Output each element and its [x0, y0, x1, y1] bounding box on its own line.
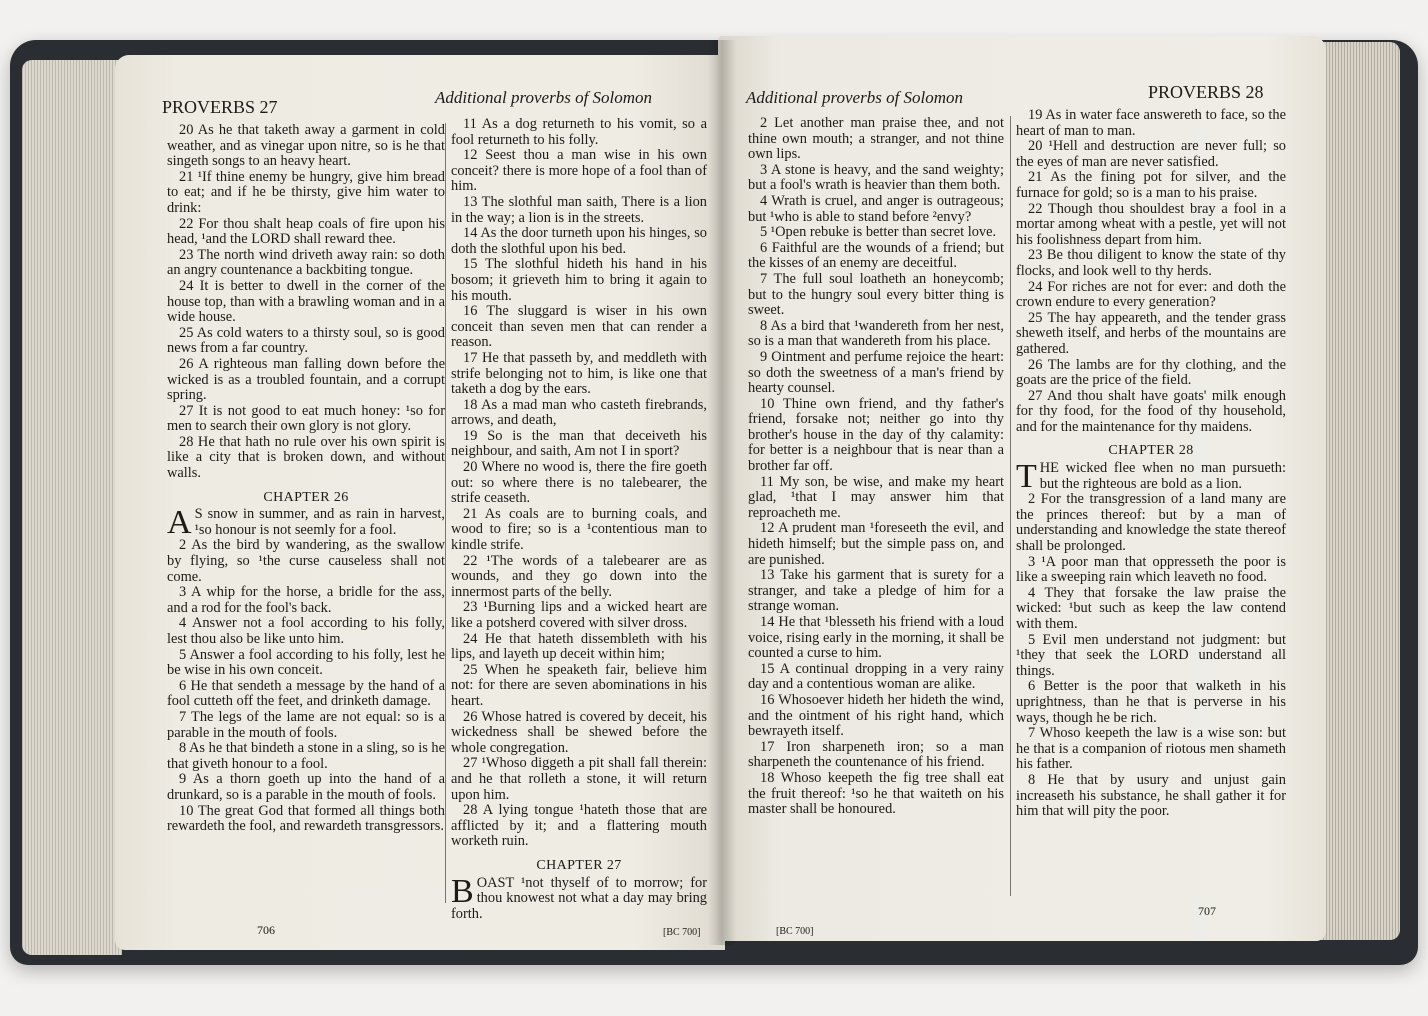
verse: 20 ¹Hell and destruction are never full; so the eyes of man are never satisfied. — [1016, 138, 1286, 170]
chapter-heading: CHAPTER 27 — [536, 857, 622, 873]
verse: 10 Thine own friend, and thy father's friend, forsake not; neither go into thy brother's house in the day of thy calamity: for better is a neighbour that is near than a brother far off. — [748, 395, 1004, 475]
book-gutter — [708, 40, 736, 945]
verse: 14 As the door turneth upon his hinges, so doth the slothful upon his bed. — [451, 225, 707, 257]
verse: 2 For the transgression of a land many are the princes thereof: but by a man of understanding and knowledge the state thereof shall be prolonged. — [1016, 491, 1286, 555]
chapter-heading: CHAPTER 28 — [1108, 443, 1194, 459]
verse-list — [167, 123, 445, 482]
left-column-1 — [167, 123, 445, 835]
verse: 24 For riches are not for ever: and doth the crown endure to every generation? — [1016, 278, 1286, 311]
verse: 28 A lying tongue ¹hateth those that are afflicted by it; and a flattering mouth worketh ruin. — [451, 802, 707, 850]
verse: 25 The hay appeareth, and the tender grass sheweth itself, and herbs of the mountains are gathered. — [1016, 309, 1286, 357]
verse: 23 The north wind driveth away rain: so doth an angry countenance a backbiting tongue. — [167, 246, 445, 279]
page-number: 706 — [257, 923, 275, 937]
verse: 3 ¹A poor man that oppresseth the poor is like a sweeping rain which leaveth no food. — [1016, 553, 1286, 586]
verse: 7 Whoso keepeth the law is a wise son: but he that is a companion of riotous men shameth his father. — [1016, 725, 1286, 773]
drop-cap: T — [1016, 458, 1037, 496]
page-edges-left — [22, 60, 122, 955]
verse: 11 As a dog returneth to his vomit, so a fool returneth to his folly. — [451, 116, 707, 148]
chapter-heading: CHAPTER 26 — [263, 489, 349, 505]
verse: 21 ¹If thine enemy be hungry, give him bread to eat; and if he be thirsty, give him water to drink: — [167, 168, 445, 216]
page-number: 707 — [1198, 904, 1216, 918]
verse: 24 He that hateth dissembleth with his lips, and layeth up deceit within him; — [451, 630, 707, 663]
verse: 12 Seest thou a man wise in his own conceit? there is more hope of a fool than of him. — [451, 147, 707, 195]
verse: 13 Take his garment that is surety for a stranger, and take a pledge of him for a strange woman. — [748, 567, 1004, 615]
verse: 2 Let another man praise thee, and not thine own mouth; a stranger, and not thine own lips. — [748, 115, 1004, 163]
verse: 4 Wrath is cruel, and anger is outrageous; but ¹who is able to stand before ²envy? — [748, 192, 1004, 225]
verse-text: S snow in summer, and as rain in harvest, ¹so honour is not seemly for a fool. — [194, 506, 445, 538]
chapter-verse-list — [451, 872, 707, 923]
verse: 17 He that passeth by, and meddleth with strife belonging not to him, is like one that taketh a dog by the ears. — [451, 349, 707, 398]
verse: 23 Be thou diligent to know the state of thy flocks, and look well to thy herds. — [1016, 247, 1286, 279]
verse: 27 ¹Whoso diggeth a pit shall fall therein: and he that rolleth a stone, it will return upon him. — [451, 755, 707, 803]
verse: 3 A whip for the horse, a bridle for the ass, and a rod for the fool's back. — [167, 584, 445, 616]
chapter-verse-list — [1016, 458, 1286, 820]
verse: 9 As a thorn goeth up into the hand of a drunkard, so is a parable in the mouth of fools. — [167, 771, 445, 803]
verse: 6 Better is the poor that walketh in his uprightness, than he that is perverse in his ways, though he be rich. — [1016, 678, 1286, 726]
verse: 5 ¹Open rebuke is better than secret love. — [760, 224, 997, 241]
verse: 19 So is the man that deceiveth his neighbour, and saith, Am not I in sport? — [451, 427, 707, 460]
verse: 7 The full soul loatheth an honeycomb; but to the hungry soul every bitter thing is sweet. — [748, 270, 1004, 319]
drop-cap: A — [167, 504, 192, 542]
verse: 21 As the fining pot for silver, and the furnace for gold; so is a man to his praise. — [1016, 169, 1286, 201]
verse: 18 As a mad man who casteth firebrands, arrows, and death, — [451, 396, 707, 429]
verse: 23 ¹Burning lips and a wicked heart are like a potsherd covered with silver dross. — [451, 599, 707, 631]
verse: 3 A stone is heavy, and the sand weighty; but a fool's wrath is heavier than them both. — [748, 161, 1004, 194]
verse: 25 When he speaketh fair, believe him not: for there are seven abominations in his heart. — [451, 661, 707, 709]
verse: 15 A continual dropping in a very rainy day and a contentious woman are alike. — [748, 660, 1004, 693]
verse: 9 Ointment and perfume rejoice the heart: so doth the sweetness of a man's friend by hearty counsel. — [748, 348, 1004, 397]
right-column-1 — [748, 116, 1004, 818]
verse — [167, 504, 445, 542]
left-page-subheading: Additional proverbs of Solomon — [435, 88, 653, 107]
verse: 20 Where no wood is, there the fire goeth out: so where there is no talebearer, the strife ceaseth. — [451, 459, 707, 507]
right-page — [718, 36, 1326, 941]
verse-list — [748, 116, 1004, 818]
verse-text: OAST ¹not thyself of to morrow; for thou knowest not what a day may bring forth. — [451, 874, 707, 922]
verse: 19 As in water face answereth to face, so the heart of man to man. — [1016, 107, 1286, 139]
verse: 5 Answer a fool according to his folly, lest he be wise in his own conceit. — [167, 646, 445, 679]
verse: 25 As cold waters to a thirsty soul, so is good news from a far country. — [167, 324, 445, 357]
left-column-2 — [451, 117, 707, 922]
verse: 22 ¹The words of a talebearer are as wounds, and they go down into the innermost parts of the belly. — [451, 552, 707, 600]
verse: 14 He that ¹blesseth his friend with a loud voice, rising early in the morning, it shall be counted a curse to him. — [748, 614, 1004, 662]
verse: 24 It is better to dwell in the corner of the house top, than with a brawling woman and in a wide house. — [167, 277, 445, 326]
verse: 15 The slothful hideth his hand in his bosom; it grieveth him to bring it again to his mouth. — [451, 256, 707, 304]
verse: 4 Answer not a fool according to his folly, lest thou also be like unto him. — [167, 615, 445, 647]
verse: 12 A prudent man ¹foreseeth the evil, and hideth himself; but the simple pass on, and are punished. — [748, 520, 1004, 568]
verse: 7 The legs of the lame are not equal: so is a parable in the mouth of fools. — [167, 708, 445, 741]
right-page-heading: PROVERBS 28 — [1148, 82, 1264, 102]
verse — [451, 872, 707, 923]
right-page-subheading: Additional proverbs of Solomon — [746, 88, 964, 107]
verse: 16 Whosoever hideth her hideth the wind, and the ointment of his right hand, which bewrayeth itself. — [748, 691, 1004, 740]
verse: 5 Evil men understand not judgment: but ¹they that seek the LORD understand all things. — [1016, 631, 1286, 679]
verse: 21 As coals are to burning coals, and wood to fire; so is a ¹contentious man to kindle strife. — [451, 505, 707, 554]
verse: 22 For thou shalt heap coals of fire upon his head, ¹and the LORD shall reward thee. — [167, 215, 445, 248]
verse: 11 My son, be wise, and make my heart glad, ¹that I may answer him that reproacheth me. — [748, 473, 1004, 521]
chapter-verse-list — [167, 504, 445, 835]
verse — [1016, 458, 1286, 496]
verse: 28 He that hath no rule over his own spirit is like a city that is broken down, and without walls. — [167, 433, 445, 482]
verse: 8 As he that bindeth a stone in a sling, so is he that giveth honour to a fool. — [167, 740, 445, 772]
verse-text: HE wicked flee when no man pursueth: but the righteous are bold as a lion. — [1039, 460, 1286, 492]
verse: 4 They that forsake the law praise the wicked: ¹but such as keep the law contend with them. — [1016, 584, 1286, 632]
column-rule — [445, 123, 446, 903]
verse: 20 As he that taketh away a garment in cold weather, and as vinegar upon nitre, so is he that singeth songs to an heavy heart. — [167, 122, 445, 170]
verse: 26 Whose hatred is covered by deceit, his wickedness shall be shewed before the whole congregation. — [451, 708, 707, 756]
verse: 16 The sluggard is wiser in his own conceit than seven men that can render a reason. — [451, 303, 707, 351]
verse-list — [451, 117, 707, 850]
verse: 17 Iron sharpeneth iron; so a man sharpeneth the countenance of his friend. — [748, 738, 1004, 771]
verse: 10 The great God that formed all things both rewardeth the fool, and rewardeth transgressors. — [167, 802, 445, 835]
verse: 26 A righteous man falling down before the wicked is as a troubled fountain, and a corrupt spring. — [167, 355, 445, 404]
verse: 26 The lambs are for thy clothing, and the goats are the price of the field. — [1016, 356, 1286, 389]
verse: 22 Though thou shouldest bray a fool in a mortar among wheat with a pestle, yet will not his foolishness depart from him. — [1016, 200, 1286, 248]
column-rule — [1010, 116, 1011, 896]
date-marker: [BC 700] — [776, 926, 814, 937]
verse: 18 Whoso keepeth the fig tree shall eat the fruit thereof: ¹so he that waiteth on his master shall be honoured. — [748, 769, 1004, 818]
page-edges-right — [1318, 42, 1400, 940]
verse: 6 He that sendeth a message by the hand of a fool cutteth off the feet, and drinketh damage. — [167, 677, 445, 710]
date-marker: [BC 700] — [663, 927, 701, 938]
verse: 2 As the bird by wandering, as the swallow by flying, so ¹the curse causeless shall not come. — [167, 537, 445, 585]
verse-list — [1016, 108, 1286, 435]
verse: 27 It is not good to eat much honey: ¹so for men to search their own glory is not glory. — [167, 402, 445, 435]
left-page-heading: PROVERBS 27 — [162, 97, 278, 117]
verse: 8 As a bird that ¹wandereth from her nest, so is a man that wandereth from his place. — [748, 317, 1004, 350]
right-column-2 — [1016, 108, 1286, 820]
verse: 8 He that by usury and unjust gain increaseth his substance, he shall gather it for him that will pity the poor. — [1016, 771, 1286, 820]
verse: 27 And thou shalt have goats' milk enough for thy food, for the food of thy household, and for the maintenance for thy maidens. — [1016, 387, 1286, 435]
drop-cap: B — [451, 872, 474, 910]
left-page — [115, 55, 725, 950]
verse: 6 Faithful are the wounds of a friend; but the kisses of an enemy are deceitful. — [748, 239, 1004, 272]
verse: 13 The slothful man saith, There is a lion in the way; a lion is in the streets. — [451, 193, 707, 226]
